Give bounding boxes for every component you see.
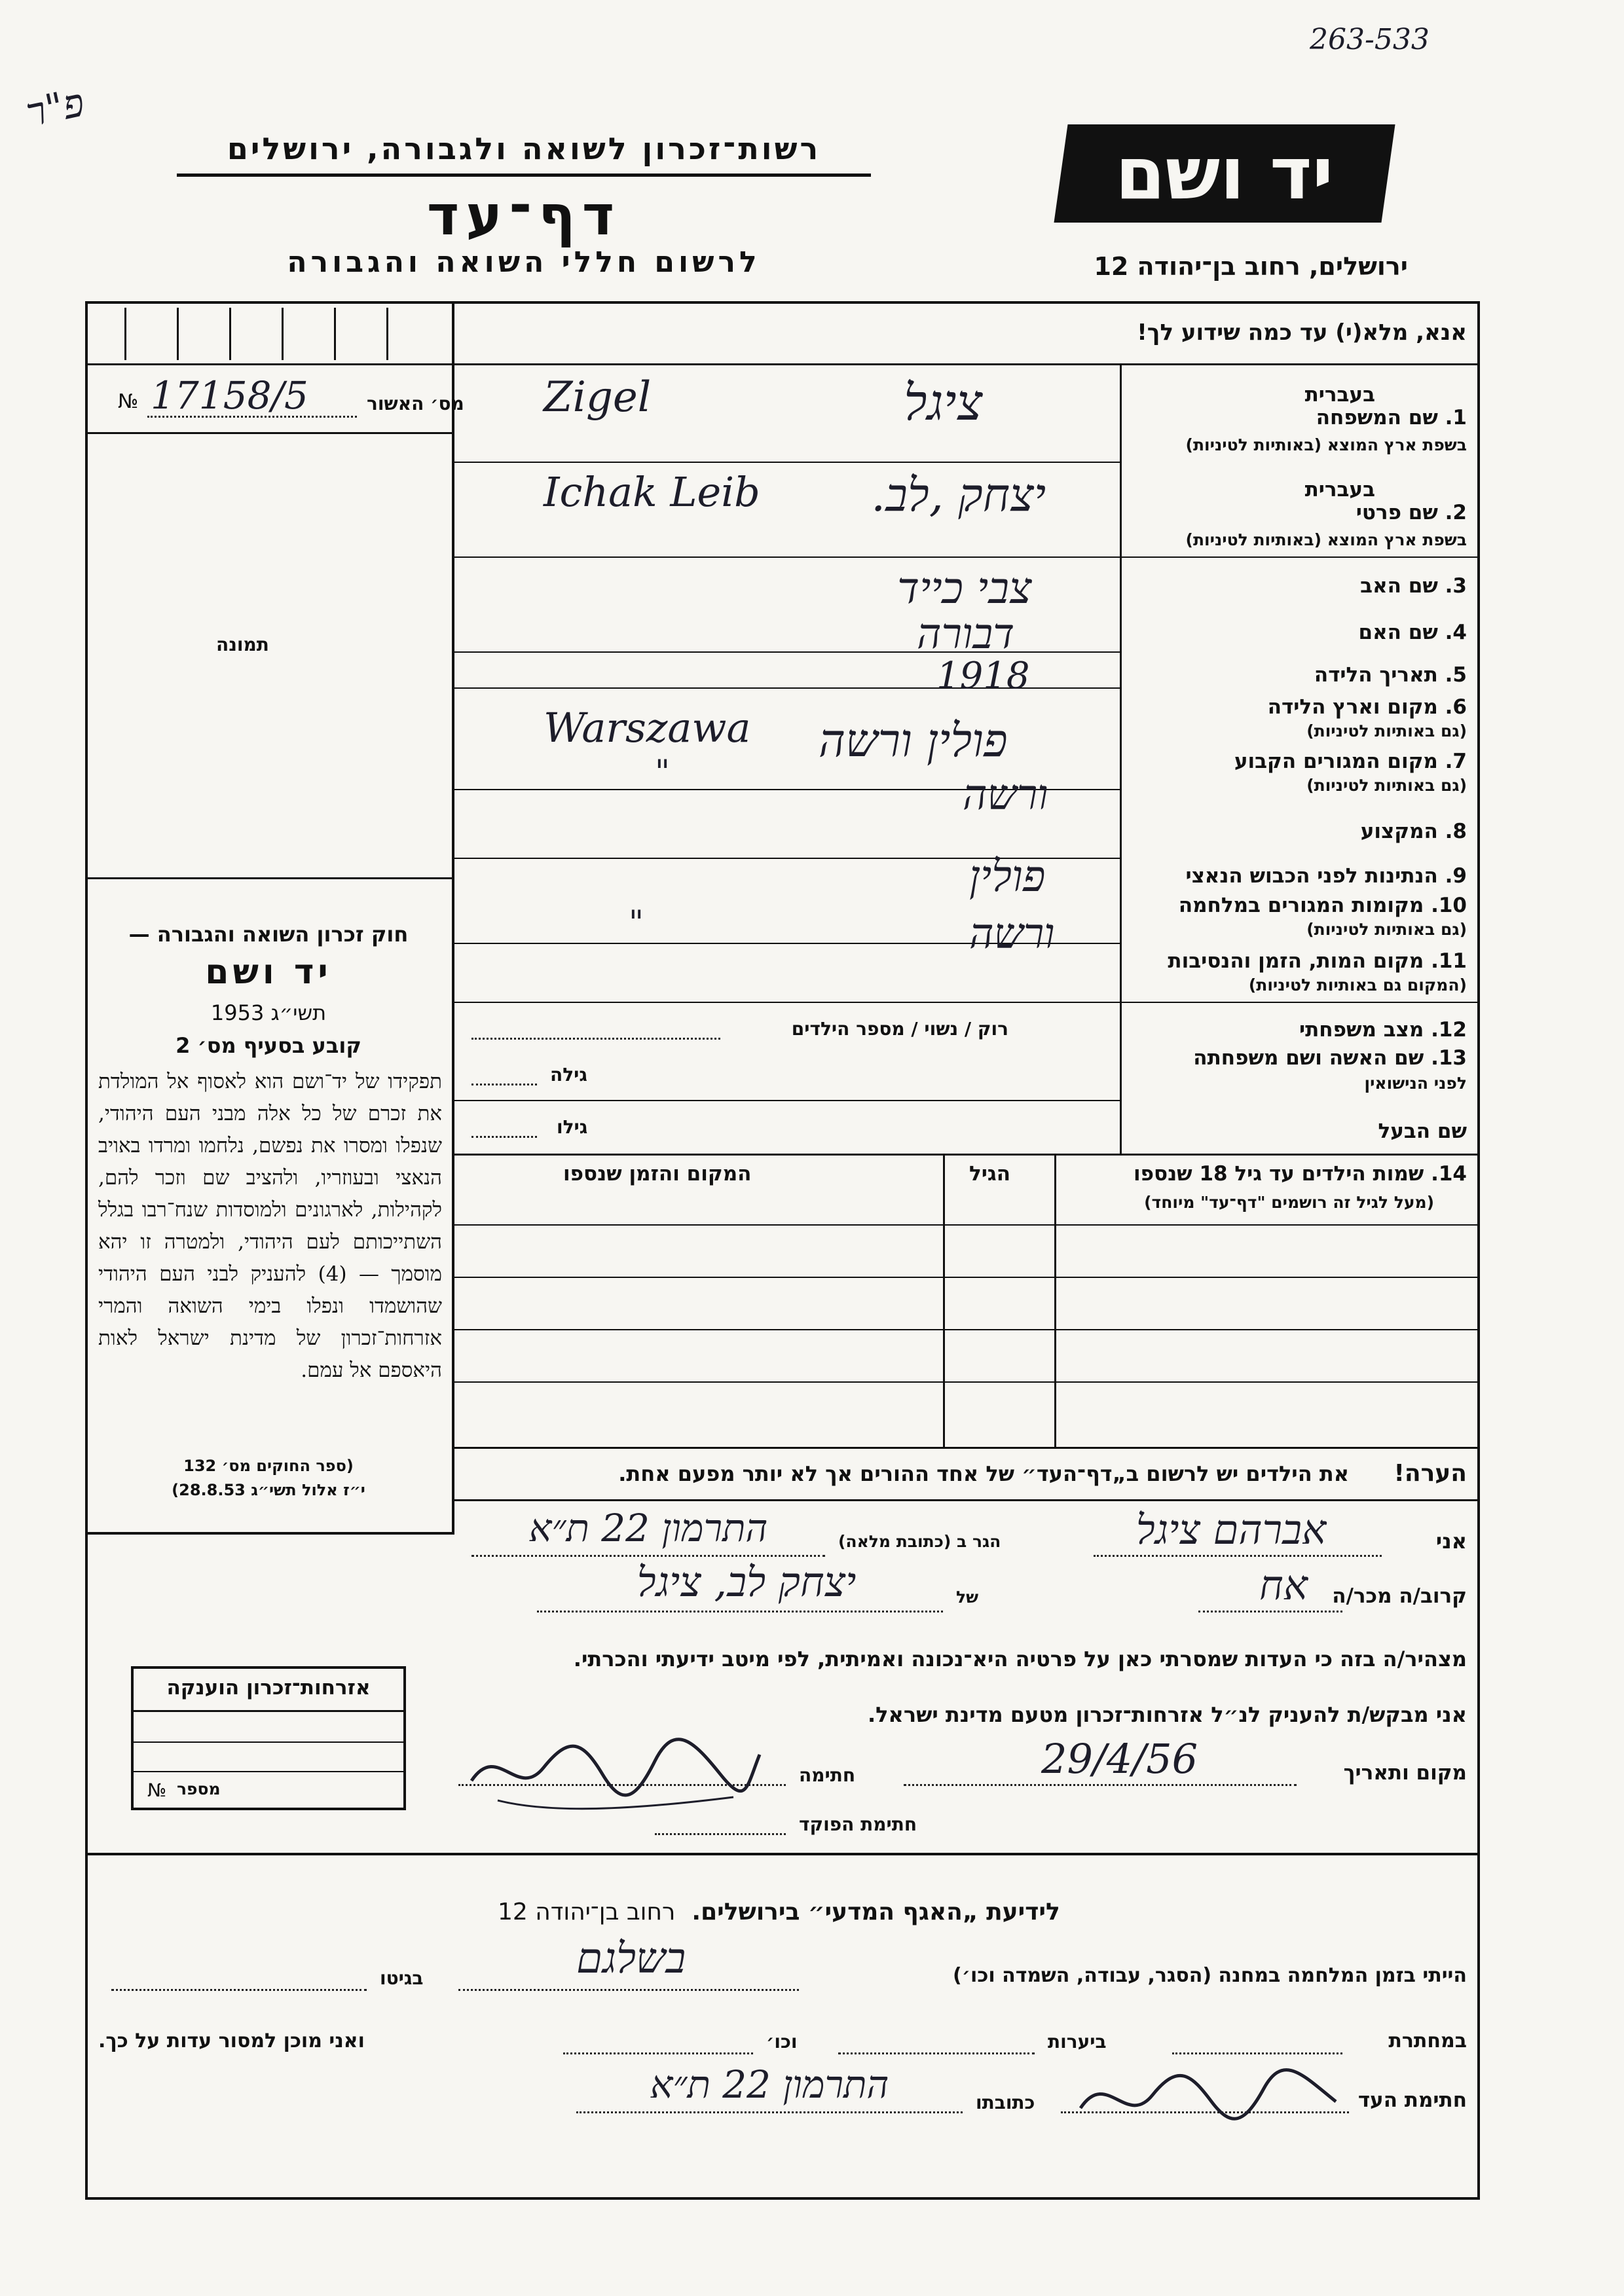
- decl-i: אני: [1435, 1529, 1467, 1554]
- children-row: [454, 1329, 1479, 1330]
- field-label: שם האשה ושם משפחתה: [1193, 1046, 1424, 1070]
- corner-mark: פ"ר: [22, 79, 88, 137]
- authority-underline: [177, 173, 871, 177]
- field-num: 14.: [1431, 1162, 1467, 1186]
- notice-text: לידיעת „האגף המדעי״ בירושלים.: [692, 1899, 1060, 1925]
- approval-dots: [147, 416, 357, 418]
- header-row-line: [454, 363, 1479, 365]
- field-num: 2.: [1445, 501, 1467, 524]
- field-num: 13.: [1431, 1046, 1467, 1070]
- field-10-sub: (גם באותיות לטיניות): [1306, 920, 1467, 939]
- decl-resides: [838, 1532, 1001, 1551]
- place-date-label: מקום ותאריך: [1343, 1761, 1467, 1785]
- decl-addr-hint: (כתובת מלאה): [838, 1532, 951, 1551]
- mother-name[interactable]: דבורה: [917, 610, 1015, 659]
- forests-dots: [838, 2052, 1035, 2054]
- field-label: שם האב: [1360, 574, 1438, 598]
- instruction: אנא, מלא(י) עד כמה שידוע לך!: [1137, 319, 1467, 346]
- field-6-label: [1268, 695, 1467, 719]
- field-5-label: [1314, 663, 1467, 687]
- witness-address[interactable]: התרמון 22 ת״א: [650, 2062, 889, 2107]
- declarant-signature[interactable]: [458, 1728, 773, 1820]
- field-6-sub: (גם באותיות לטיניות): [1306, 721, 1467, 740]
- field-num: 6.: [1445, 695, 1467, 719]
- field-label: המקצוע: [1360, 820, 1438, 843]
- husband-age-dots: [471, 1136, 537, 1138]
- surname-latin[interactable]: Zigel: [544, 373, 652, 422]
- law-title: חוק זכרון השואה והגבורה —: [128, 922, 409, 947]
- field-num: 1.: [1445, 406, 1467, 429]
- declaration-date[interactable]: 29/4/56: [1041, 1735, 1198, 1783]
- field-label: מקום המות, הזמן והנסיבות: [1168, 949, 1424, 973]
- children-row: [454, 1447, 1479, 1449]
- field-num: 4.: [1445, 621, 1467, 644]
- remark-text: את הילדים יש לרשום ב„דף־העד״ של אחד ההורים אך לא יותר מפעם אחת.: [618, 1461, 1349, 1486]
- law-ref-2: י״ז אלול תשי״ג 28.8.53): [172, 1481, 365, 1499]
- approval-row-line2: [86, 432, 453, 434]
- logo-text: יד ושם: [1115, 132, 1334, 215]
- wife-age-label: גילה: [550, 1064, 587, 1085]
- marital-dots: [471, 1038, 720, 1040]
- field-9-label: [1185, 864, 1467, 888]
- witness-address-label: כתובתו: [976, 2092, 1035, 2113]
- row-line: [454, 1002, 1479, 1003]
- ghetto-label: בגיטו: [380, 1967, 424, 1989]
- authority-name: רשות־זכרון לשואה ולגבורה, ירושלים: [227, 131, 821, 166]
- children-title-text: שמות הילדים עד גיל 18 שנספו: [1134, 1162, 1424, 1186]
- field-num: 9.: [1445, 864, 1467, 888]
- law-year: תשי״ג 1953: [210, 1000, 327, 1025]
- field-label: שם האם: [1358, 621, 1438, 644]
- children-row: [454, 1224, 1479, 1226]
- children-col-line-2: [943, 1154, 945, 1448]
- left-column-divider: [452, 302, 454, 1533]
- field-7-label: [1234, 750, 1467, 773]
- etc-dots: [563, 2052, 753, 2054]
- field-label: מצב משפחתי: [1299, 1018, 1424, 1042]
- underground-dots: [1172, 2052, 1342, 2054]
- law-body: תפקידו של יד־ושם הוא לאסוף אל המולדת את זכרם של כל אלה מבני העם היהודי, שנפלו ומסרו את נפשם, נלחמו ומרדו באויב הנאצי ובעוזריו, ולהציב שם וזכר להם, לקהילות, לארגונים ולמוסדות שנח־רבו בגלל השתייכותם לעם היהודי, ולמטרה זו יהא מוסמך — (4) להעניק לבני העם היהודי שהושמדו ונפלו בימי השואה והמרי אזרחות־זכרון של מדינת ישראל לאות היאספם אל עמם.: [98, 1070, 442, 1382]
- declarant-address[interactable]: התרמון 22 ת״א: [528, 1506, 768, 1550]
- wife-age-dots: [471, 1084, 537, 1085]
- children-row: [454, 1381, 1479, 1383]
- children-row: [454, 1277, 1479, 1278]
- children-col-place: המקום והזמן שנספו: [563, 1162, 752, 1186]
- witness-signature[interactable]: [1074, 2062, 1349, 2134]
- children-title: [1134, 1162, 1467, 1186]
- surname-hebrew[interactable]: ציגל: [904, 373, 983, 431]
- approval-row-line: [86, 363, 453, 365]
- decl-resides-text: הגר ב: [957, 1532, 1001, 1551]
- underground-label: במחתרת: [1388, 2030, 1467, 2052]
- field-10-label: [1179, 894, 1467, 917]
- relation-of: של: [956, 1588, 979, 1607]
- signature-label: חתימה: [799, 1764, 856, 1786]
- decl-address-dots: [471, 1555, 825, 1557]
- ready-statement: ואני מוכן למסור עדות על כך.: [98, 2030, 365, 2052]
- field-label: הנתינות לפני הכבוש הנאצי: [1185, 864, 1438, 888]
- row-line: [454, 651, 1120, 653]
- declarant-name[interactable]: אברהם ציגל: [1135, 1506, 1327, 1554]
- law-ref-1: (ספר החוקים מס׳ 132: [183, 1457, 354, 1475]
- field-12-label: [1299, 1018, 1467, 1042]
- citizenship-line-1: [132, 1710, 405, 1712]
- field-label: שם המשפחה: [1316, 406, 1438, 429]
- field-num: 8.: [1445, 820, 1467, 843]
- witness-signature-label: חתימת העד: [1357, 2088, 1467, 2112]
- row-line: [454, 1154, 1479, 1156]
- etc-label: וכו׳: [766, 2031, 798, 2052]
- field-3-label: [1360, 574, 1467, 598]
- tick-marks: [124, 308, 439, 360]
- field-label: תאריך הלידה: [1314, 663, 1438, 687]
- field-11-sub: (המקום גם באותיות לטיניות): [1248, 975, 1467, 994]
- given-name-hebrew[interactable]: יצחק ,לב.: [871, 468, 1046, 522]
- label-column-divider: [1120, 365, 1122, 1154]
- declaration-statement: מצהיר/ה בזה כי העדות שמסרתי כאן על פרטיה היא־נכונה ואמיתית, לפי מיטב ידיעתי והכרתי.: [573, 1647, 1467, 1671]
- field-num: 10.: [1431, 894, 1467, 917]
- husband-label: שם הבעל: [1378, 1120, 1467, 1143]
- row-line: [454, 462, 1120, 463]
- notice-address: רחוב בן־יהודה 12: [498, 1899, 676, 1925]
- given-name-latin[interactable]: Ichak Leib: [544, 468, 760, 516]
- photo-bottom-line: [86, 877, 453, 879]
- nationality[interactable]: פולין: [969, 851, 1046, 902]
- bottom-section-line: [86, 1853, 1479, 1855]
- citizenship-title: אזרחות־זכרון הוענקה: [166, 1676, 371, 1700]
- citizenship-number-label: מספר: [177, 1779, 221, 1798]
- declaration-request: אני מבקש/ת להעניק לנ״ל אזרחות־זכרון מטעם מדינת ישראל.: [868, 1702, 1467, 1727]
- birthplace-latin[interactable]: Warszawa: [544, 704, 751, 752]
- remark-label: הערה!: [1393, 1460, 1467, 1487]
- field-13-label: [1193, 1046, 1467, 1070]
- relation-of-dots: [537, 1611, 943, 1613]
- field-label: מקום וארץ הלידה: [1267, 695, 1438, 719]
- officer-signature-dots: [655, 1833, 786, 1835]
- law-name: יד ושם: [205, 953, 332, 992]
- field-7-sub: (גם באותיות לטיניות): [1306, 776, 1467, 795]
- officer-signature-label: חתימת הפוקד: [799, 1813, 917, 1835]
- field-4-label: [1359, 621, 1467, 644]
- photo-label: תמונה: [216, 634, 269, 655]
- field-num: 5.: [1445, 663, 1467, 687]
- children-col-line-1: [1054, 1154, 1056, 1448]
- camp-value[interactable]: בשלגם: [576, 1935, 686, 1983]
- birthplace-hebrew[interactable]: פולין ורשה: [819, 714, 1008, 767]
- approval-prefix: №: [118, 390, 139, 413]
- relation-dots: [1198, 1611, 1342, 1613]
- birth-date[interactable]: 1918: [936, 655, 1030, 697]
- citizenship-line-2: [132, 1741, 405, 1743]
- wartime-residence-hebrew[interactable]: ורשה: [969, 910, 1055, 958]
- field-num: 7.: [1445, 750, 1467, 773]
- archive-reference: 263-533: [1310, 23, 1430, 56]
- relation-value[interactable]: אח: [1259, 1561, 1308, 1609]
- father-name[interactable]: צבי כייד: [897, 563, 1032, 613]
- children-note: (מעל לגיל זה רושמים "דף־עד" מיוחד): [1144, 1193, 1434, 1212]
- yad-vashem-logo: [1054, 124, 1395, 223]
- form-subtitle: לרשום חללי השואה והגבורה: [287, 246, 761, 279]
- relation-label: קרוב/ה מכר/ה: [1332, 1584, 1467, 1608]
- lang-hebrew-1: בעברית: [1304, 383, 1375, 407]
- husband-age-label: גילו: [557, 1116, 588, 1138]
- forests-label: ביערות: [1048, 2031, 1107, 2052]
- form-title: דף־עד: [426, 183, 621, 247]
- field-num: 3.: [1445, 574, 1467, 598]
- field-1-sub: בשפת ארץ המוצא (באותיות לטיניות): [1185, 435, 1467, 454]
- field-label: מקומות המגורים במלחמה: [1178, 894, 1424, 917]
- place-date-dots: [904, 1784, 1297, 1786]
- witness-address-dots: [576, 2111, 963, 2113]
- relation-of-name[interactable]: יצחק לב, ציגל: [637, 1558, 857, 1606]
- field-1-label: [1316, 406, 1467, 429]
- field-num: 12.: [1431, 1018, 1467, 1042]
- field-label: מקום המגורים הקבוע: [1234, 750, 1438, 773]
- lang-hebrew-2: בעברית: [1304, 478, 1375, 501]
- field-11-label: [1168, 949, 1467, 973]
- ghetto-dots: [111, 1989, 367, 1991]
- residence-latin[interactable]: ": [655, 753, 670, 791]
- residence-hebrew[interactable]: ורשה: [963, 771, 1048, 820]
- remark-bottom: [454, 1499, 1479, 1501]
- bottom-notice: [498, 1899, 1060, 1925]
- marital-options: רוק / נשוי / מספר הילדים: [791, 1018, 1008, 1040]
- row-line: [454, 1100, 1120, 1101]
- citizenship-line-3: [132, 1771, 405, 1772]
- left-column-bottom: [86, 1532, 454, 1535]
- children-col-age: הגיל: [969, 1162, 1011, 1186]
- field-2-label: [1356, 501, 1467, 524]
- law-section: קובע בסעיף מס׳ 2: [175, 1033, 361, 1058]
- wartime-residence-latin[interactable]: ": [629, 903, 644, 941]
- camp-dots: [458, 1989, 799, 1991]
- field-8-label: [1361, 820, 1467, 843]
- decl-name-dots: [1094, 1555, 1382, 1557]
- approval-label: מס׳ האשור: [367, 393, 464, 414]
- header-address: ירושלים, רחוב בן־יהודה 12: [1094, 252, 1408, 281]
- field-2-sub: בשפת ארץ המוצא (באותיות לטיניות): [1185, 530, 1467, 549]
- row-line: [454, 556, 1479, 558]
- field-label: שם פרטי: [1356, 501, 1438, 524]
- field-num: 11.: [1431, 949, 1467, 973]
- field-13-sub: לפני הנישואין: [1364, 1074, 1467, 1093]
- camp-line: הייתי בזמן המלחמה במחנה (הסגר, עבודה, השמדה וכו׳): [953, 1964, 1467, 1987]
- approval-number[interactable]: 17158/5: [151, 373, 308, 418]
- citizenship-number-prefix: №: [147, 1779, 167, 1801]
